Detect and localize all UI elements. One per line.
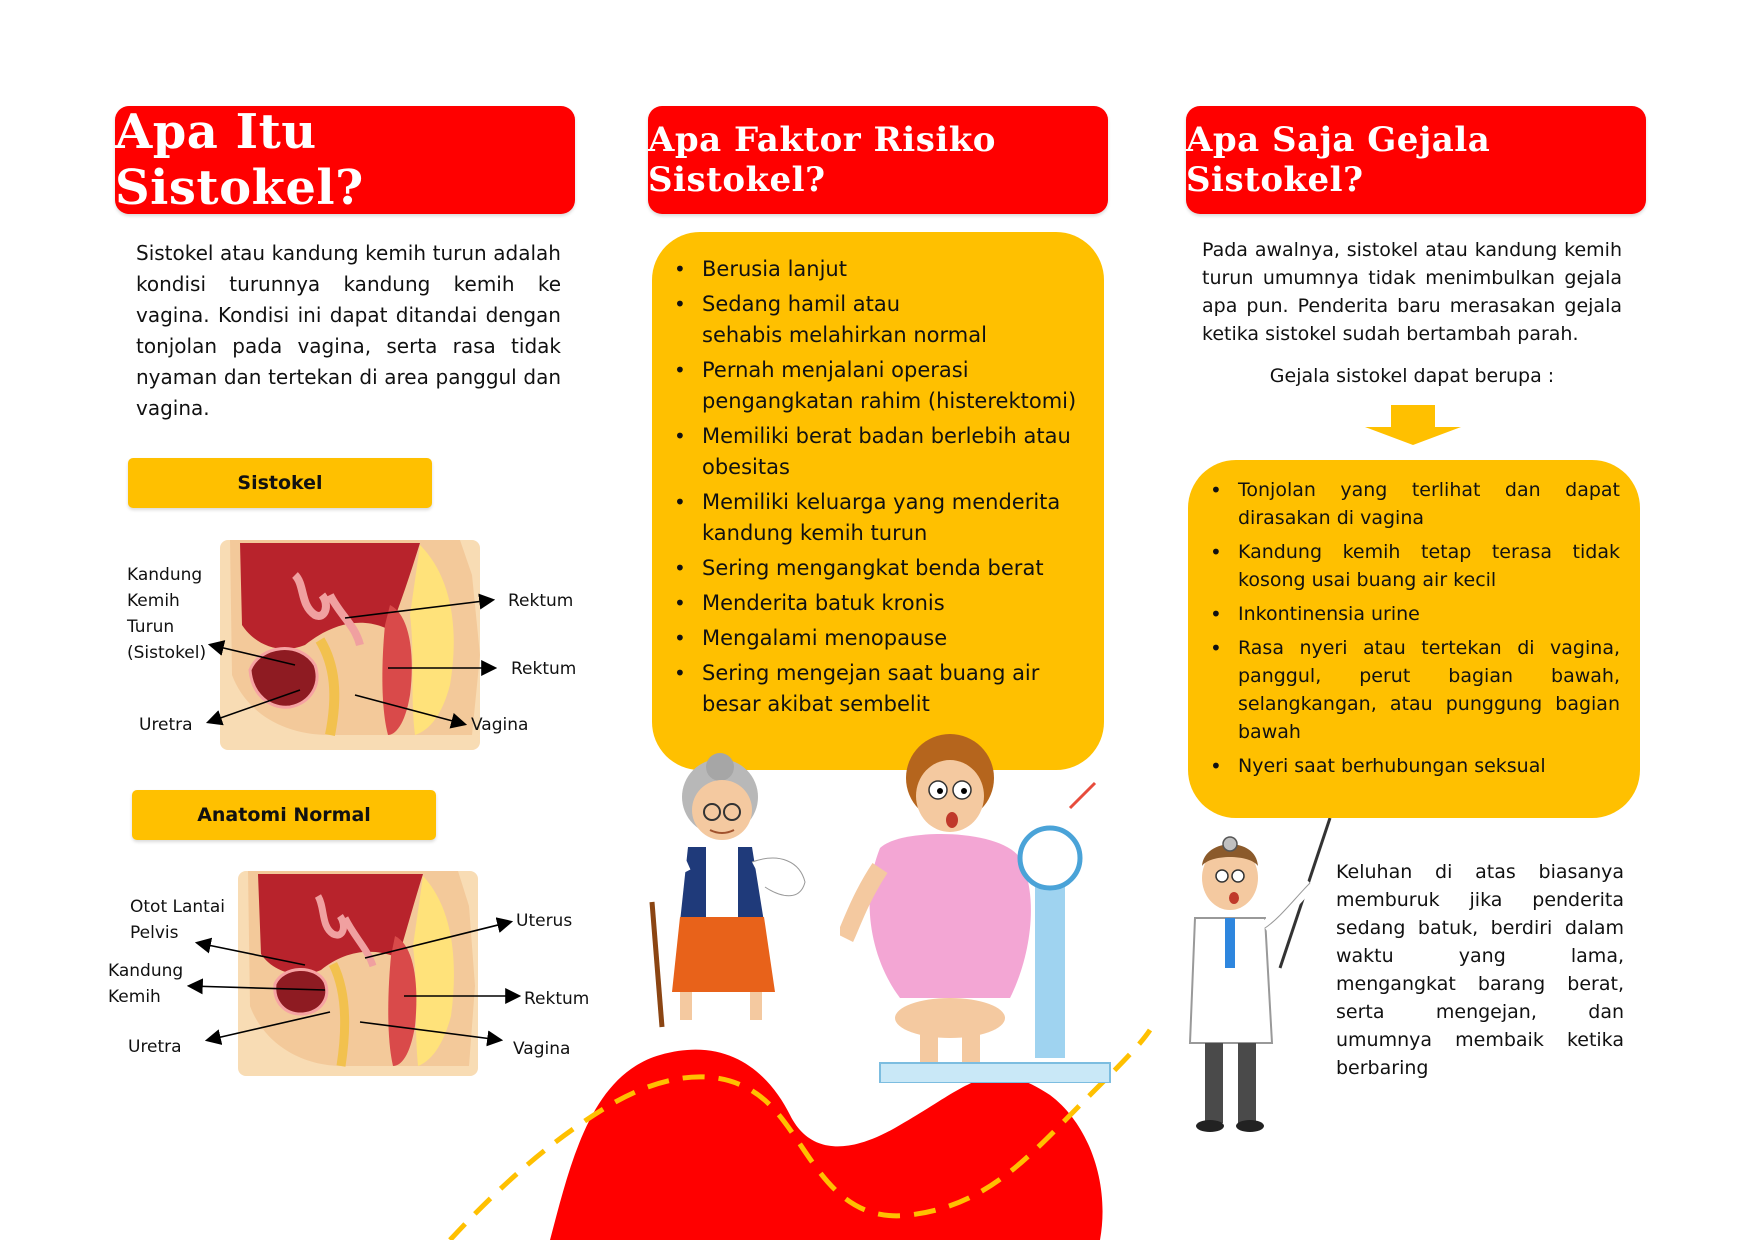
label-pelvis: Pelvis bbox=[130, 923, 179, 943]
label-rektum-mid: Rektum bbox=[511, 659, 577, 679]
label-rektum-2: Rektum bbox=[524, 989, 590, 1009]
list-item: • Sedang hamil atau sehabis melahirkan normal bbox=[652, 289, 1104, 351]
list-item: • Tonjolan yang terlihat dan dapat dirasakan di vagina bbox=[1188, 476, 1640, 532]
diagram-heading-text: Anatomi Normal bbox=[197, 804, 371, 826]
doctor-illustration bbox=[1180, 818, 1340, 1133]
symptoms-intro: Pada awalnya, sistokel atau kandung kemih turun umumnya tidak menimbulkan gejala apa pun. Penderita baru merasakan gejala ketika sistokel sudah bertambah parah. bbox=[1202, 239, 1622, 345]
title-symptoms bbox=[1186, 106, 1646, 214]
label-otot: Otot Lantai bbox=[130, 897, 225, 917]
label-uretra-2: Uretra bbox=[128, 1037, 182, 1057]
list-item: • Pernah menjalani operasi pengangkatan rahim (histerektomi) bbox=[652, 355, 1104, 417]
list-item: • Sering mengejan saat buang air besar akibat sembelit bbox=[652, 658, 1104, 720]
list-item: • Berusia lanjut bbox=[652, 254, 1104, 285]
list-item: • Sering mengangkat benda berat bbox=[652, 553, 1104, 584]
list-item: • Memiliki keluarga yang menderita kandung kemih turun bbox=[652, 487, 1104, 549]
label-vagina-2: Vagina bbox=[513, 1039, 571, 1059]
title-text: Apa Faktor Risiko Sistokel? bbox=[648, 120, 996, 200]
intro-paragraph: Sistokel atau kandung kemih turun adalah kondisi turunnya kandung kemih ke vagina. Kondisi ini dapat ditandai dengan tonjolan pada vagina, serta rasa tidak nyaman dan tertekan di area panggul dan vagina. bbox=[136, 241, 561, 420]
list-item: • Rasa nyeri atau tertekan di vagina, panggul, perut bagian bawah, selangkangan, atau punggung bagian bawah bbox=[1188, 634, 1640, 746]
list-item: • Kandung kemih tetap terasa tidak kosong usai buang air kecil bbox=[1188, 538, 1640, 594]
label-uretra: Uretra bbox=[139, 715, 193, 735]
label-kemih: Kemih bbox=[127, 591, 180, 611]
arrow-down-icon bbox=[1365, 405, 1461, 445]
label-kandung: Kandung bbox=[127, 565, 203, 585]
list-item: • Menderita batuk kronis bbox=[652, 588, 1104, 619]
label-kemih-2: Kemih bbox=[108, 987, 161, 1007]
symptoms-note: Keluhan di atas biasanya memburuk jika penderita sedang batuk, berdiri dalam waktu yang lama, mengangkat barang berat, serta mengejan, dan umumnya membaik ketika berbaring bbox=[1336, 861, 1624, 1079]
label-uterus: Uterus bbox=[516, 911, 573, 931]
label-kandung-2: Kandung bbox=[108, 961, 184, 981]
label-turun: Turun bbox=[127, 617, 175, 637]
risk-factors-list bbox=[652, 254, 1104, 724]
diagram-heading-text: Sistokel bbox=[237, 472, 323, 494]
title-text: Apa Saja Gejala Sistokel? bbox=[1186, 120, 1491, 200]
list-item: • Memiliki berat badan berlebih atau obesitas bbox=[652, 421, 1104, 483]
label-sistokel: (Sistokel) bbox=[127, 643, 207, 663]
label-rektum-top: Rektum bbox=[508, 591, 574, 611]
title-risk-factors bbox=[648, 106, 1108, 214]
symptoms-list bbox=[1188, 476, 1640, 786]
overweight-woman-illustration bbox=[840, 728, 1130, 1083]
symptoms-subtitle: Gejala sistokel dapat berupa : bbox=[1269, 365, 1555, 387]
title-text: Apa Itu Sistokel? bbox=[115, 104, 364, 216]
list-item: • Mengalami menopause bbox=[652, 623, 1104, 654]
list-item: • Inkontinensia urine bbox=[1188, 600, 1640, 628]
list-item: • Nyeri saat berhubungan seksual bbox=[1188, 752, 1640, 780]
label-vagina: Vagina bbox=[471, 715, 529, 735]
elderly-woman-illustration bbox=[640, 752, 860, 1032]
